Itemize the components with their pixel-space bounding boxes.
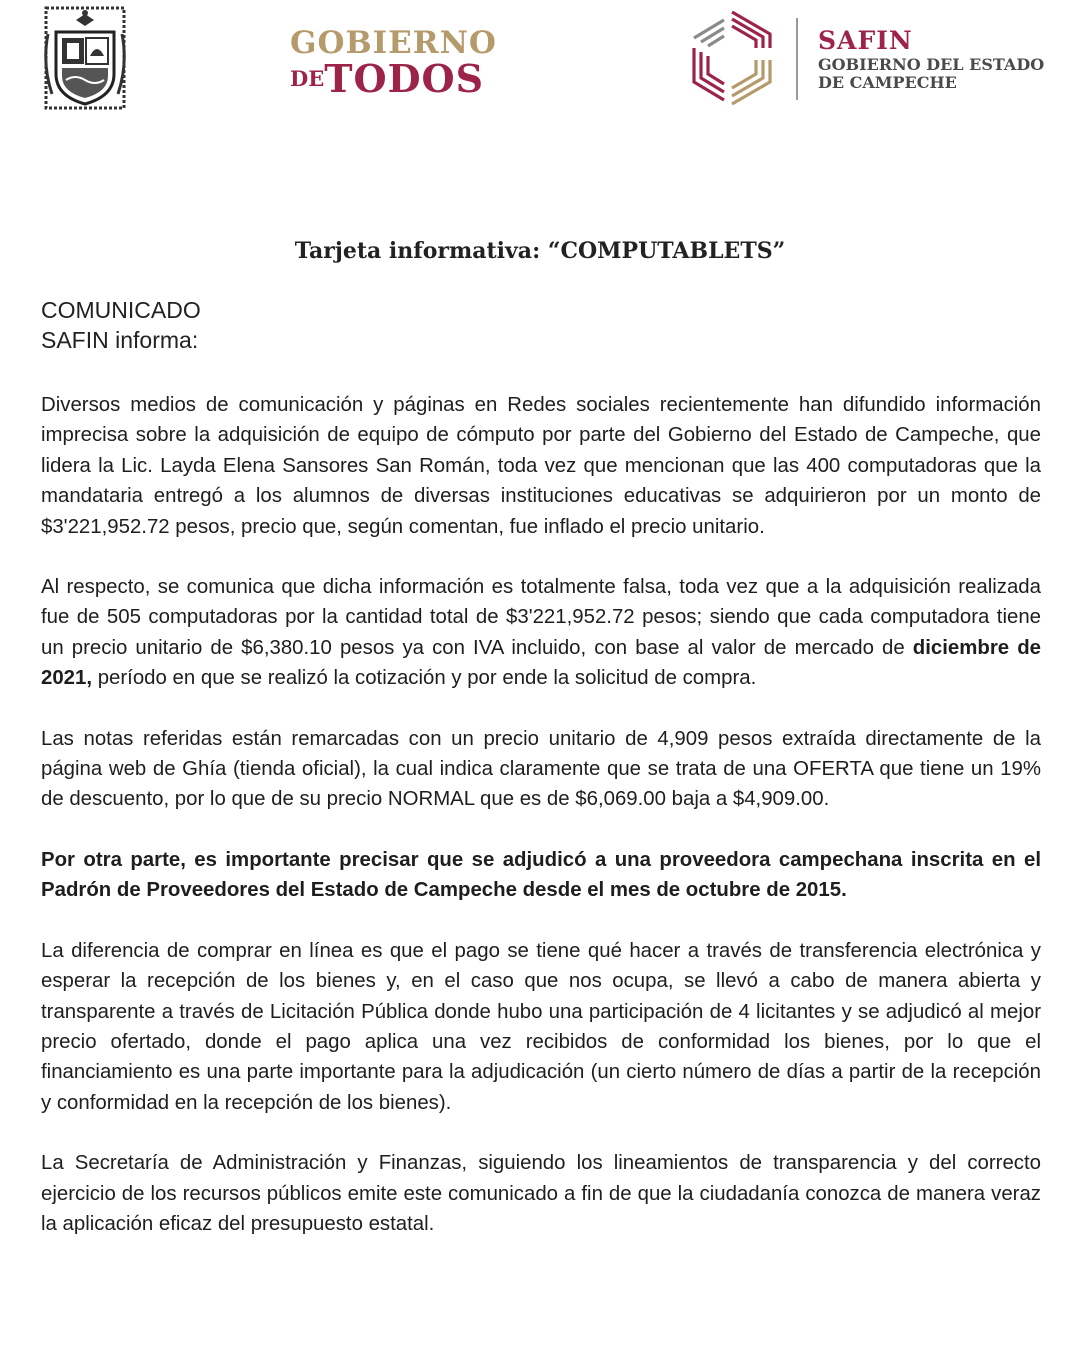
safin-informa-label: SAFIN informa:	[41, 326, 199, 353]
campeche-coat-of-arms-logo	[44, 4, 126, 112]
safin-title: SAFIN	[818, 26, 913, 55]
paragraph-2-text-b: período en que se realizó la cotización y por ende la solicitud de compra.	[92, 667, 757, 690]
de-text: DE	[290, 66, 325, 91]
paragraph-2-text-a: Al respecto, se comunica que dicha información es totalmente falsa, toda vez que a la adquisición realizada fue de 505 computadoras por la cantidad total de $3'221,952.72 pesos; siendo que cada computadora tiene un precio unitario de $6,380.10 pesos ya con IVA incluido, con base al valor de mercado de	[41, 576, 1041, 659]
comunicado-label: COMUNICADO	[41, 297, 201, 323]
safin-subtitle-line2: DE CAMPECHE	[818, 73, 957, 92]
comunicado-heading	[41, 296, 201, 356]
gobierno-de-todos-logo	[290, 25, 497, 101]
document-title: Tarjeta informativa: “COMPUTABLETS”	[294, 238, 786, 264]
paragraph-2	[41, 572, 1041, 694]
paragraph-5: La diferencia de comprar en línea es que el pago se tiene qué hacer a través de transferencia electrónica y esperar la recepción de los bienes y, en el caso que nos ocupa, se llevó a cabo de manera abierta y transparente a través de Licitación Pública donde hubo una participación de 4 licitantes y se adjudicó al mejor precio ofertado, donde el pago aplica una vez recibidos de conformidad los bienes, por lo que el financiamiento es una parte importante para la adjudicación (un cierto número de días a partir de la recepción y conformidad en la recepción de los bienes).	[41, 939, 1041, 1114]
paragraph-6: La Secretaría de Administración y Finanzas, siguiendo los lineamientos de transparencia y del correcto ejercicio de los recursos públicos emite este comunicado a fin de que la ciudadanía conozca de manera veraz la aplicación eficaz del presupuesto estatal.	[41, 1152, 1041, 1235]
safin-hexagon-logo	[686, 8, 778, 108]
safin-wordmark	[818, 28, 1044, 91]
paragraph-4: Por otra parte, es importante precisar que se adjudicó a una proveedora campechana inscrita en el Padrón de Proveedores del Estado de Campeche desde el mes de octubre de 2015.	[41, 848, 1041, 902]
de-todos-text	[290, 56, 497, 101]
todos-text: TODOS	[324, 56, 485, 101]
letterhead	[0, 0, 1080, 120]
gobierno-text: GOBIERNO	[290, 25, 497, 61]
document-body	[41, 390, 1041, 1269]
paragraph-2-bold-date: diciembre de 2021,	[41, 636, 1041, 690]
paragraph-1: Diversos medios de comunicación y páginas en Redes sociales recientemente han difundido información imprecisa sobre la adquisición de equipo de cómputo por parte del Gobierno del Estado de Campeche, que lidera la Lic. Layda Elena Sansores San Román, toda vez que mencionan que las 400 computadoras que la mandataria entregó a los alumnos de diversas instituciones educativas se adquirieron por un monto de $3'221,952.72 pesos, precio que, según comentan, fue inflado el precio unitario.	[41, 394, 1041, 538]
safin-subtitle-line1: GOBIERNO DEL ESTADO	[818, 55, 1045, 74]
logo-divider	[796, 18, 798, 100]
paragraph-3: Las notas referidas están remarcadas con un precio unitario de 4,909 pesos extraída directamente de la página web de Ghía (tienda oficial), la cual indica claramente que se trata de una OFERTA que tiene un 19% de descuento, por lo que de su precio NORMAL que es de $6,069.00 baja a $4,909.00.	[41, 727, 1041, 811]
